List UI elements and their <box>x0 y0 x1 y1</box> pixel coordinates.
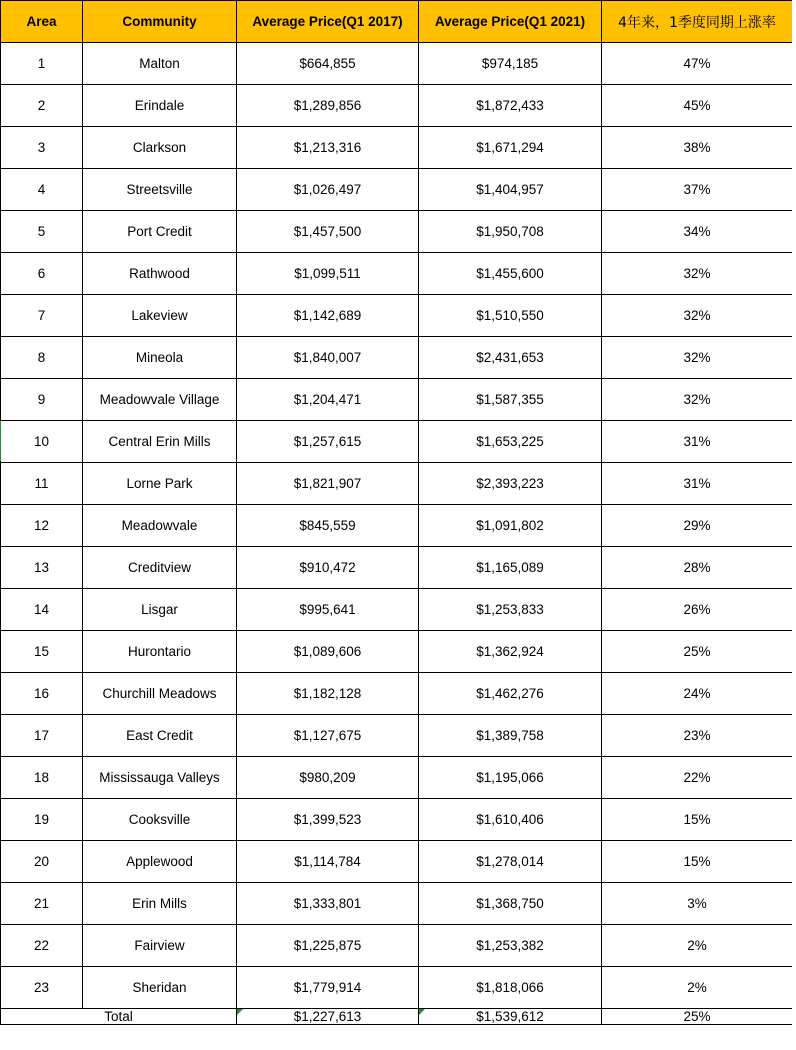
cell-price-2021[interactable]: $1,455,600 <box>419 253 602 295</box>
cell-price-2017[interactable]: $1,457,500 <box>237 211 419 253</box>
cell-community[interactable]: Streetsville <box>83 169 237 211</box>
cell-price-2021[interactable]: $1,278,014 <box>419 841 602 883</box>
cell-increase[interactable]: 37% <box>602 169 793 211</box>
cell-area[interactable]: 10 <box>1 421 83 463</box>
total-price-2021[interactable] <box>419 1009 602 1025</box>
table-row <box>1 883 793 925</box>
header-price-2021[interactable]: Average Price(Q1 2021) <box>419 1 602 43</box>
cell-community[interactable]: Mississauga Valleys <box>83 757 237 799</box>
cell-area[interactable]: 17 <box>1 715 83 757</box>
header-price-2017[interactable]: Average Price(Q1 2017) <box>237 1 419 43</box>
cell-price-2017[interactable]: $1,821,907 <box>237 463 419 505</box>
table-row <box>1 295 793 337</box>
cell-price-2021[interactable]: $1,587,355 <box>419 379 602 421</box>
cell-area[interactable]: 23 <box>1 967 83 1009</box>
cell-area[interactable]: 16 <box>1 673 83 715</box>
cell-price-2017[interactable]: $980,209 <box>237 757 419 799</box>
total-price-2017-value: $1,227,613 <box>293 1009 362 1024</box>
cell-increase[interactable]: 31% <box>602 421 793 463</box>
table-row <box>1 379 793 421</box>
header-area[interactable]: Area <box>1 1 83 43</box>
table-header <box>1 1 793 43</box>
cell-community[interactable]: Sheridan <box>83 967 237 1009</box>
cell-increase[interactable]: 2% <box>602 925 793 967</box>
cell-area[interactable]: 4 <box>1 169 83 211</box>
cell-price-2021[interactable]: $1,610,406 <box>419 799 602 841</box>
cell-price-2017[interactable]: $1,840,007 <box>237 337 419 379</box>
cell-community[interactable]: Cooksville <box>83 799 237 841</box>
cell-community[interactable]: Central Erin Mills <box>83 421 237 463</box>
cell-community[interactable]: Erindale <box>83 85 237 127</box>
cell-price-2017[interactable]: $1,225,875 <box>237 925 419 967</box>
cell-price-2021[interactable]: $1,195,066 <box>419 757 602 799</box>
cell-community[interactable]: Lakeview <box>83 295 237 337</box>
cell-area[interactable]: 12 <box>1 505 83 547</box>
cell-area[interactable]: 2 <box>1 85 83 127</box>
table-row <box>1 85 793 127</box>
cell-price-2021[interactable]: $1,253,833 <box>419 589 602 631</box>
cell-increase[interactable]: 47% <box>602 43 793 85</box>
table-row <box>1 43 793 85</box>
selection-edge-marker <box>0 421 1 461</box>
error-indicator-icon <box>419 1009 425 1015</box>
cell-increase[interactable]: 15% <box>602 841 793 883</box>
cell-price-2017[interactable]: $1,114,784 <box>237 841 419 883</box>
cell-increase[interactable]: 24% <box>602 673 793 715</box>
header-increase[interactable]: 4年来，1季度同期上涨率 <box>602 1 793 43</box>
total-price-2017[interactable] <box>237 1009 419 1025</box>
cell-price-2017[interactable]: $1,099,511 <box>237 253 419 295</box>
cell-price-2017[interactable]: $1,289,856 <box>237 85 419 127</box>
cell-community[interactable]: Erin Mills <box>83 883 237 925</box>
cell-increase[interactable]: 32% <box>602 253 793 295</box>
cell-community[interactable]: Lorne Park <box>83 463 237 505</box>
cell-area[interactable]: 1 <box>1 43 83 85</box>
cell-area[interactable]: 7 <box>1 295 83 337</box>
cell-area[interactable]: 3 <box>1 127 83 169</box>
header-row <box>1 1 793 43</box>
cell-price-2021[interactable]: $1,165,089 <box>419 547 602 589</box>
total-row <box>1 1009 793 1025</box>
cell-community[interactable]: Churchill Meadows <box>83 673 237 715</box>
table-row <box>1 967 793 1009</box>
cell-area[interactable]: 20 <box>1 841 83 883</box>
cell-area[interactable]: 15 <box>1 631 83 673</box>
cell-price-2021[interactable]: $1,091,802 <box>419 505 602 547</box>
cell-price-2017[interactable]: $1,779,914 <box>237 967 419 1009</box>
table-row <box>1 631 793 673</box>
cell-area[interactable]: 19 <box>1 799 83 841</box>
cell-price-2017[interactable]: $910,472 <box>237 547 419 589</box>
cell-community[interactable]: Applewood <box>83 841 237 883</box>
cell-price-2017[interactable]: $1,127,675 <box>237 715 419 757</box>
cell-community[interactable]: Meadowvale <box>83 505 237 547</box>
table-body <box>1 43 793 1009</box>
cell-price-2021[interactable]: $1,368,750 <box>419 883 602 925</box>
error-indicator-icon <box>237 1009 243 1015</box>
cell-increase[interactable]: 26% <box>602 589 793 631</box>
cell-area[interactable]: 5 <box>1 211 83 253</box>
cell-price-2021[interactable]: $974,185 <box>419 43 602 85</box>
cell-area[interactable]: 8 <box>1 337 83 379</box>
cell-community[interactable]: Rathwood <box>83 253 237 295</box>
cell-price-2017[interactable]: $1,142,689 <box>237 295 419 337</box>
cell-price-2017[interactable]: $995,641 <box>237 589 419 631</box>
table-row <box>1 547 793 589</box>
cell-community[interactable]: Meadowvale Village <box>83 379 237 421</box>
sheet-edge <box>792 0 796 1050</box>
cell-price-2021[interactable]: $1,653,225 <box>419 421 602 463</box>
cell-price-2021[interactable]: $1,671,294 <box>419 127 602 169</box>
cell-price-2017[interactable]: $845,559 <box>237 505 419 547</box>
cell-price-2021[interactable]: $1,818,066 <box>419 967 602 1009</box>
table-row <box>1 925 793 967</box>
cell-price-2021[interactable]: $2,431,653 <box>419 337 602 379</box>
cell-price-2017[interactable]: $1,333,801 <box>237 883 419 925</box>
cell-increase[interactable]: 22% <box>602 757 793 799</box>
cell-increase[interactable]: 28% <box>602 547 793 589</box>
table-row <box>1 673 793 715</box>
cell-increase[interactable]: 23% <box>602 715 793 757</box>
cell-community[interactable]: East Credit <box>83 715 237 757</box>
cell-community[interactable]: Malton <box>83 43 237 85</box>
cell-community[interactable]: Fairview <box>83 925 237 967</box>
cell-increase[interactable]: 15% <box>602 799 793 841</box>
cell-increase[interactable]: 25% <box>602 631 793 673</box>
cell-price-2021[interactable]: $1,389,758 <box>419 715 602 757</box>
cell-increase[interactable]: 2% <box>602 967 793 1009</box>
cell-price-2017[interactable]: $1,204,471 <box>237 379 419 421</box>
cell-increase[interactable]: 3% <box>602 883 793 925</box>
cell-community[interactable]: Clarkson <box>83 127 237 169</box>
cell-price-2017[interactable]: $1,026,497 <box>237 169 419 211</box>
cell-area[interactable]: 11 <box>1 463 83 505</box>
cell-price-2021[interactable]: $1,872,433 <box>419 85 602 127</box>
cell-area[interactable]: 13 <box>1 547 83 589</box>
cell-community[interactable]: Lisgar <box>83 589 237 631</box>
cell-increase[interactable]: 32% <box>602 295 793 337</box>
cell-increase[interactable]: 34% <box>602 211 793 253</box>
table-row <box>1 253 793 295</box>
cell-price-2017[interactable]: $1,399,523 <box>237 799 419 841</box>
cell-price-2021[interactable]: $1,462,276 <box>419 673 602 715</box>
table-row <box>1 757 793 799</box>
cell-community[interactable]: Port Credit <box>83 211 237 253</box>
cell-area[interactable]: 22 <box>1 925 83 967</box>
cell-price-2021[interactable]: $1,950,708 <box>419 211 602 253</box>
cell-price-2017[interactable]: $664,855 <box>237 43 419 85</box>
table-row <box>1 589 793 631</box>
cell-price-2017[interactable]: $1,257,615 <box>237 421 419 463</box>
table-row <box>1 463 793 505</box>
table-row <box>1 715 793 757</box>
cell-increase[interactable]: 38% <box>602 127 793 169</box>
cell-area[interactable]: 6 <box>1 253 83 295</box>
table-row <box>1 127 793 169</box>
table-row <box>1 421 793 463</box>
cell-increase[interactable]: 31% <box>602 463 793 505</box>
total-label[interactable]: Total <box>1 1009 237 1025</box>
table-row <box>1 169 793 211</box>
cell-increase[interactable]: 45% <box>602 85 793 127</box>
cell-price-2017[interactable]: $1,182,128 <box>237 673 419 715</box>
cell-area[interactable]: 14 <box>1 589 83 631</box>
cell-price-2021[interactable]: $1,510,550 <box>419 295 602 337</box>
cell-price-2017[interactable]: $1,089,606 <box>237 631 419 673</box>
cell-price-2021[interactable]: $1,253,382 <box>419 925 602 967</box>
total-price-2021-value: $1,539,612 <box>476 1009 544 1024</box>
total-increase[interactable]: 25% <box>602 1009 793 1025</box>
table-row <box>1 841 793 883</box>
table-row <box>1 337 793 379</box>
cell-price-2021[interactable]: $2,393,223 <box>419 463 602 505</box>
cell-price-2021[interactable]: $1,362,924 <box>419 631 602 673</box>
table-row <box>1 799 793 841</box>
cell-price-2017[interactable]: $1,213,316 <box>237 127 419 169</box>
table-row <box>1 505 793 547</box>
cell-increase[interactable]: 32% <box>602 379 793 421</box>
cell-area[interactable]: 9 <box>1 379 83 421</box>
cell-increase[interactable]: 32% <box>602 337 793 379</box>
cell-community[interactable]: Mineola <box>83 337 237 379</box>
cell-area[interactable]: 21 <box>1 883 83 925</box>
cell-price-2021[interactable]: $1,404,957 <box>419 169 602 211</box>
cell-community[interactable]: Creditview <box>83 547 237 589</box>
cell-area[interactable]: 18 <box>1 757 83 799</box>
table-row <box>1 211 793 253</box>
table-footer <box>1 1009 793 1025</box>
header-community[interactable]: Community <box>83 1 237 43</box>
cell-increase[interactable]: 29% <box>602 505 793 547</box>
cell-community[interactable]: Hurontario <box>83 631 237 673</box>
